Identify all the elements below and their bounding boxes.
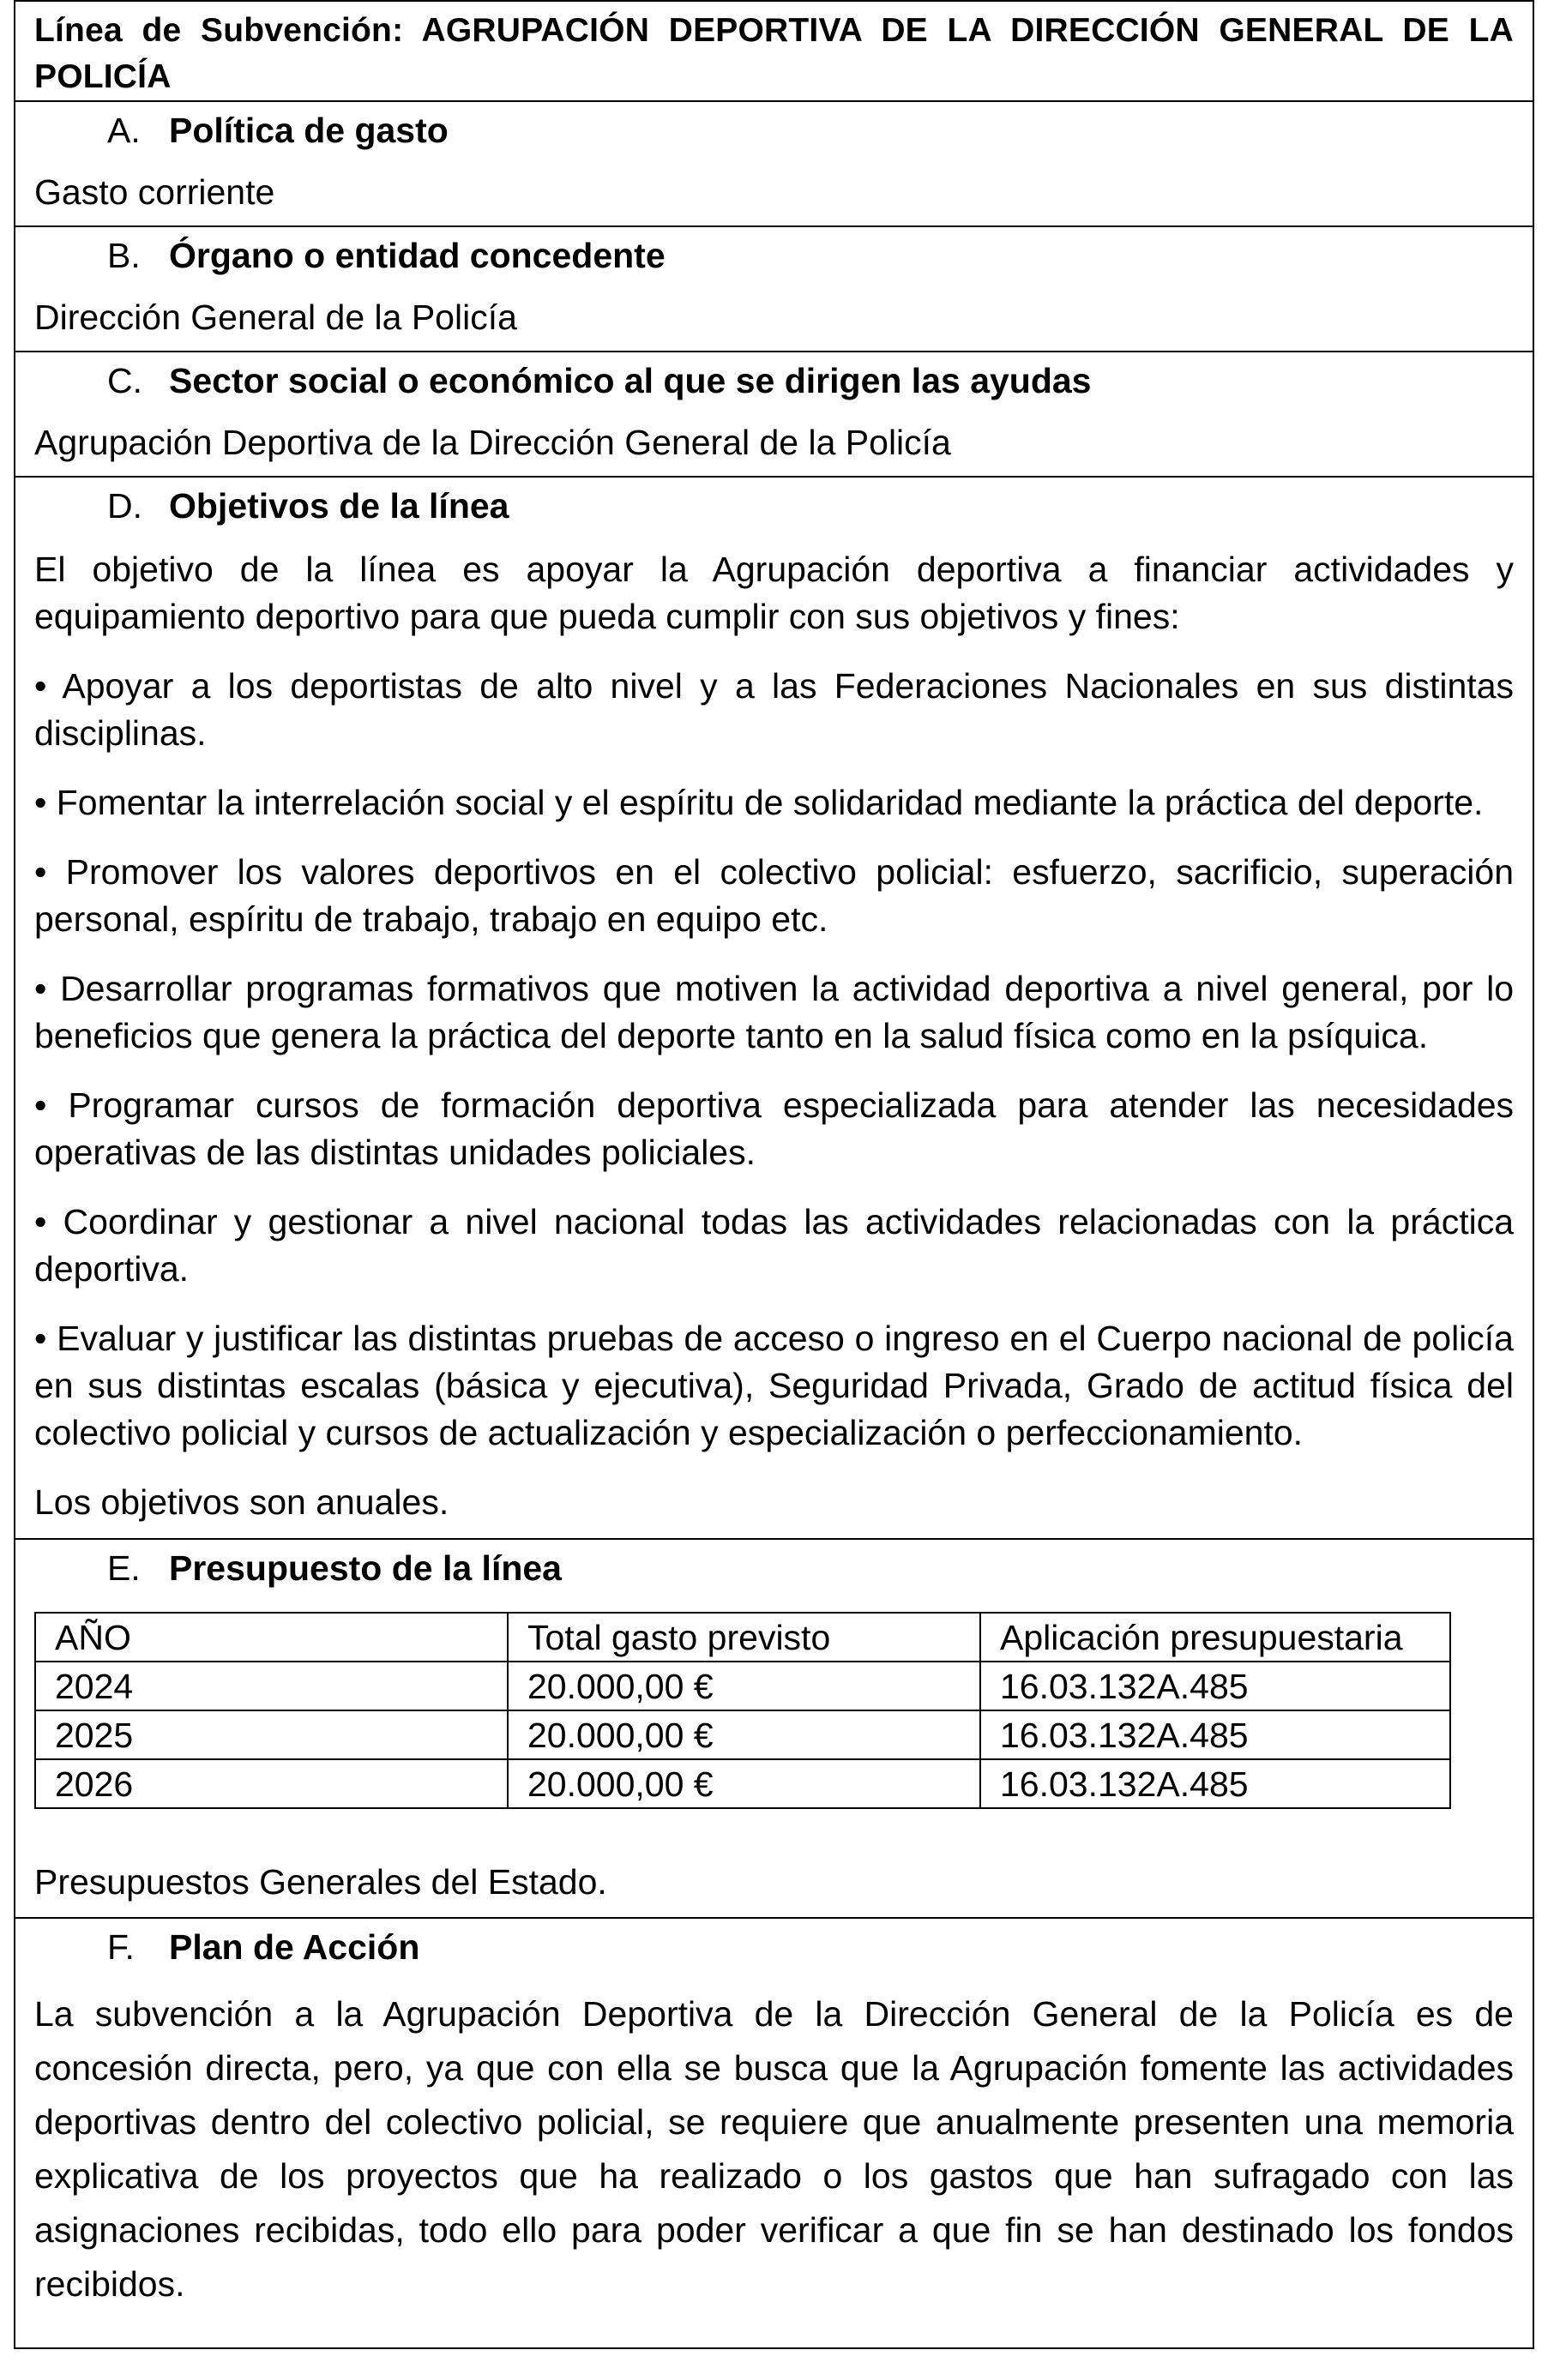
section-a: [15, 102, 1533, 227]
action-plan-text: La subvención a la Agrupación Deportiva de la Dirección General de la Policía es de concesión directa, pero, ya que con ella se busca que la Agrupación fomente las actividades deportivas dentro del colectivo policial, se requiere que anualmente presenten una memoria explicativa de los proyectos que ha realizado o los gastos que han sufragado con las asignaciones recibidas, todo ello para poder verificar a que fin se han destinado los fondos recibidos.: [34, 1994, 1514, 2304]
objective-bullet: • Apoyar a los deportistas de alto nivel y a las Federaciones Nacionales en sus distintas disciplinas.: [34, 666, 1514, 753]
objective-bullet: • Evaluar y justificar las distintas pruebas de acceso o ingreso en el Cuerpo nacional de policía en sus distintas escalas (básica y ejecutiva), Seguridad Privada, Grado de actitud física del colectivo policial y cursos de actualización y especialización o perfeccionamiento.: [34, 1319, 1514, 1452]
section-f: [15, 1919, 1533, 2347]
objective-bullet: • Coordinar y gestionar a nivel nacional todas las actividades relacionadas con la práctica deportiva.: [34, 1202, 1514, 1289]
section-e-heading: [34, 1540, 1514, 1590]
objectives-intro: El objetivo de la línea es apoyar la Agrupación deportiva a financiar actividades y equipamiento deportivo para que pueda cumplir con sus objetivos y fines:: [34, 550, 1514, 636]
budget-table-header: [35, 1613, 1450, 1662]
section-c-title: Sector social o económico al que se dirigen las ayudas: [169, 361, 1092, 400]
objective-bullet: • Desarrollar programas formativos que motiven la actividad deportiva a nivel general, por lo beneficios que genera la práctica del deporte tanto en la salud física como en la psíquica.: [34, 969, 1514, 1055]
budget-application-cell: 16.03.132A.485: [980, 1662, 1450, 1710]
section-d-title: Objetivos de la línea: [169, 486, 509, 526]
section-c-letter: C.: [107, 361, 142, 400]
budget-note: Presupuestos Generales del Estado.: [34, 1862, 607, 1902]
section-d: [15, 478, 1533, 1540]
objectives-closing: Los objetivos son anuales.: [34, 1482, 449, 1522]
budget-amount-cell: 20.000,00 €: [508, 1759, 980, 1808]
section-f-letter: F.: [107, 1927, 135, 1967]
section-b-heading: [34, 227, 1514, 277]
subsidy-line-document: [14, 0, 1534, 2349]
section-e: [15, 1540, 1533, 1919]
section-e-title: Presupuesto de la línea: [169, 1548, 562, 1588]
budget-year-cell: 2025: [35, 1710, 508, 1759]
section-d-letter: D.: [107, 486, 142, 526]
budget-year-cell: 2026: [35, 1759, 508, 1808]
section-b: [15, 227, 1533, 352]
section-a-heading: [34, 102, 1514, 152]
budget-table: [34, 1612, 1451, 1809]
section-b-value: Dirección General de la Policía: [34, 298, 517, 337]
section-c: [15, 352, 1533, 478]
budget-amount-cell: 20.000,00 €: [508, 1662, 980, 1710]
title-section: [15, 2, 1533, 102]
objective-bullet: • Promover los valores deportivos en el colectivo policial: esfuerzo, sacrificio, superación personal, espíritu de trabajo, trabajo en equipo etc.: [34, 852, 1514, 939]
section-b-letter: B.: [107, 236, 141, 275]
table-row: [35, 1710, 1450, 1759]
section-e-letter: E.: [107, 1548, 141, 1588]
section-f-heading: [34, 1919, 1514, 1968]
budget-year-cell: 2024: [35, 1662, 508, 1710]
section-c-heading: [34, 352, 1514, 402]
section-b-title: Órgano o entidad concedente: [169, 236, 666, 275]
budget-amount-cell: 20.000,00 €: [508, 1710, 980, 1759]
budget-header-cell: Aplicación presupuestaria: [980, 1613, 1450, 1662]
table-row: [35, 1662, 1450, 1710]
budget-application-cell: 16.03.132A.485: [980, 1710, 1450, 1759]
budget-application-cell: 16.03.132A.485: [980, 1759, 1450, 1808]
section-d-heading: [34, 478, 1514, 527]
table-row: [35, 1759, 1450, 1808]
section-a-title: Política de gasto: [169, 111, 449, 150]
section-c-value: Agrupación Deportiva de la Dirección General de la Policía: [34, 423, 951, 462]
document-title: Línea de Subvención: AGRUPACIÓN DEPORTIVA DE LA DIRECCIÓN GENERAL DE LA POLICÍA: [34, 12, 1514, 95]
budget-header-cell: Total gasto previsto: [508, 1613, 980, 1662]
section-f-title: Plan de Acción: [169, 1927, 420, 1967]
objective-bullet: • Fomentar la interrelación social y el espíritu de solidaridad mediante la práctica del deporte.: [34, 783, 1484, 822]
section-a-value: Gasto corriente: [34, 172, 275, 212]
section-a-letter: A.: [107, 111, 141, 150]
objective-bullet: • Programar cursos de formación deportiva especializada para atender las necesidades operativas de las distintas unidades policiales.: [34, 1085, 1514, 1172]
budget-header-cell: AÑO: [35, 1613, 508, 1662]
